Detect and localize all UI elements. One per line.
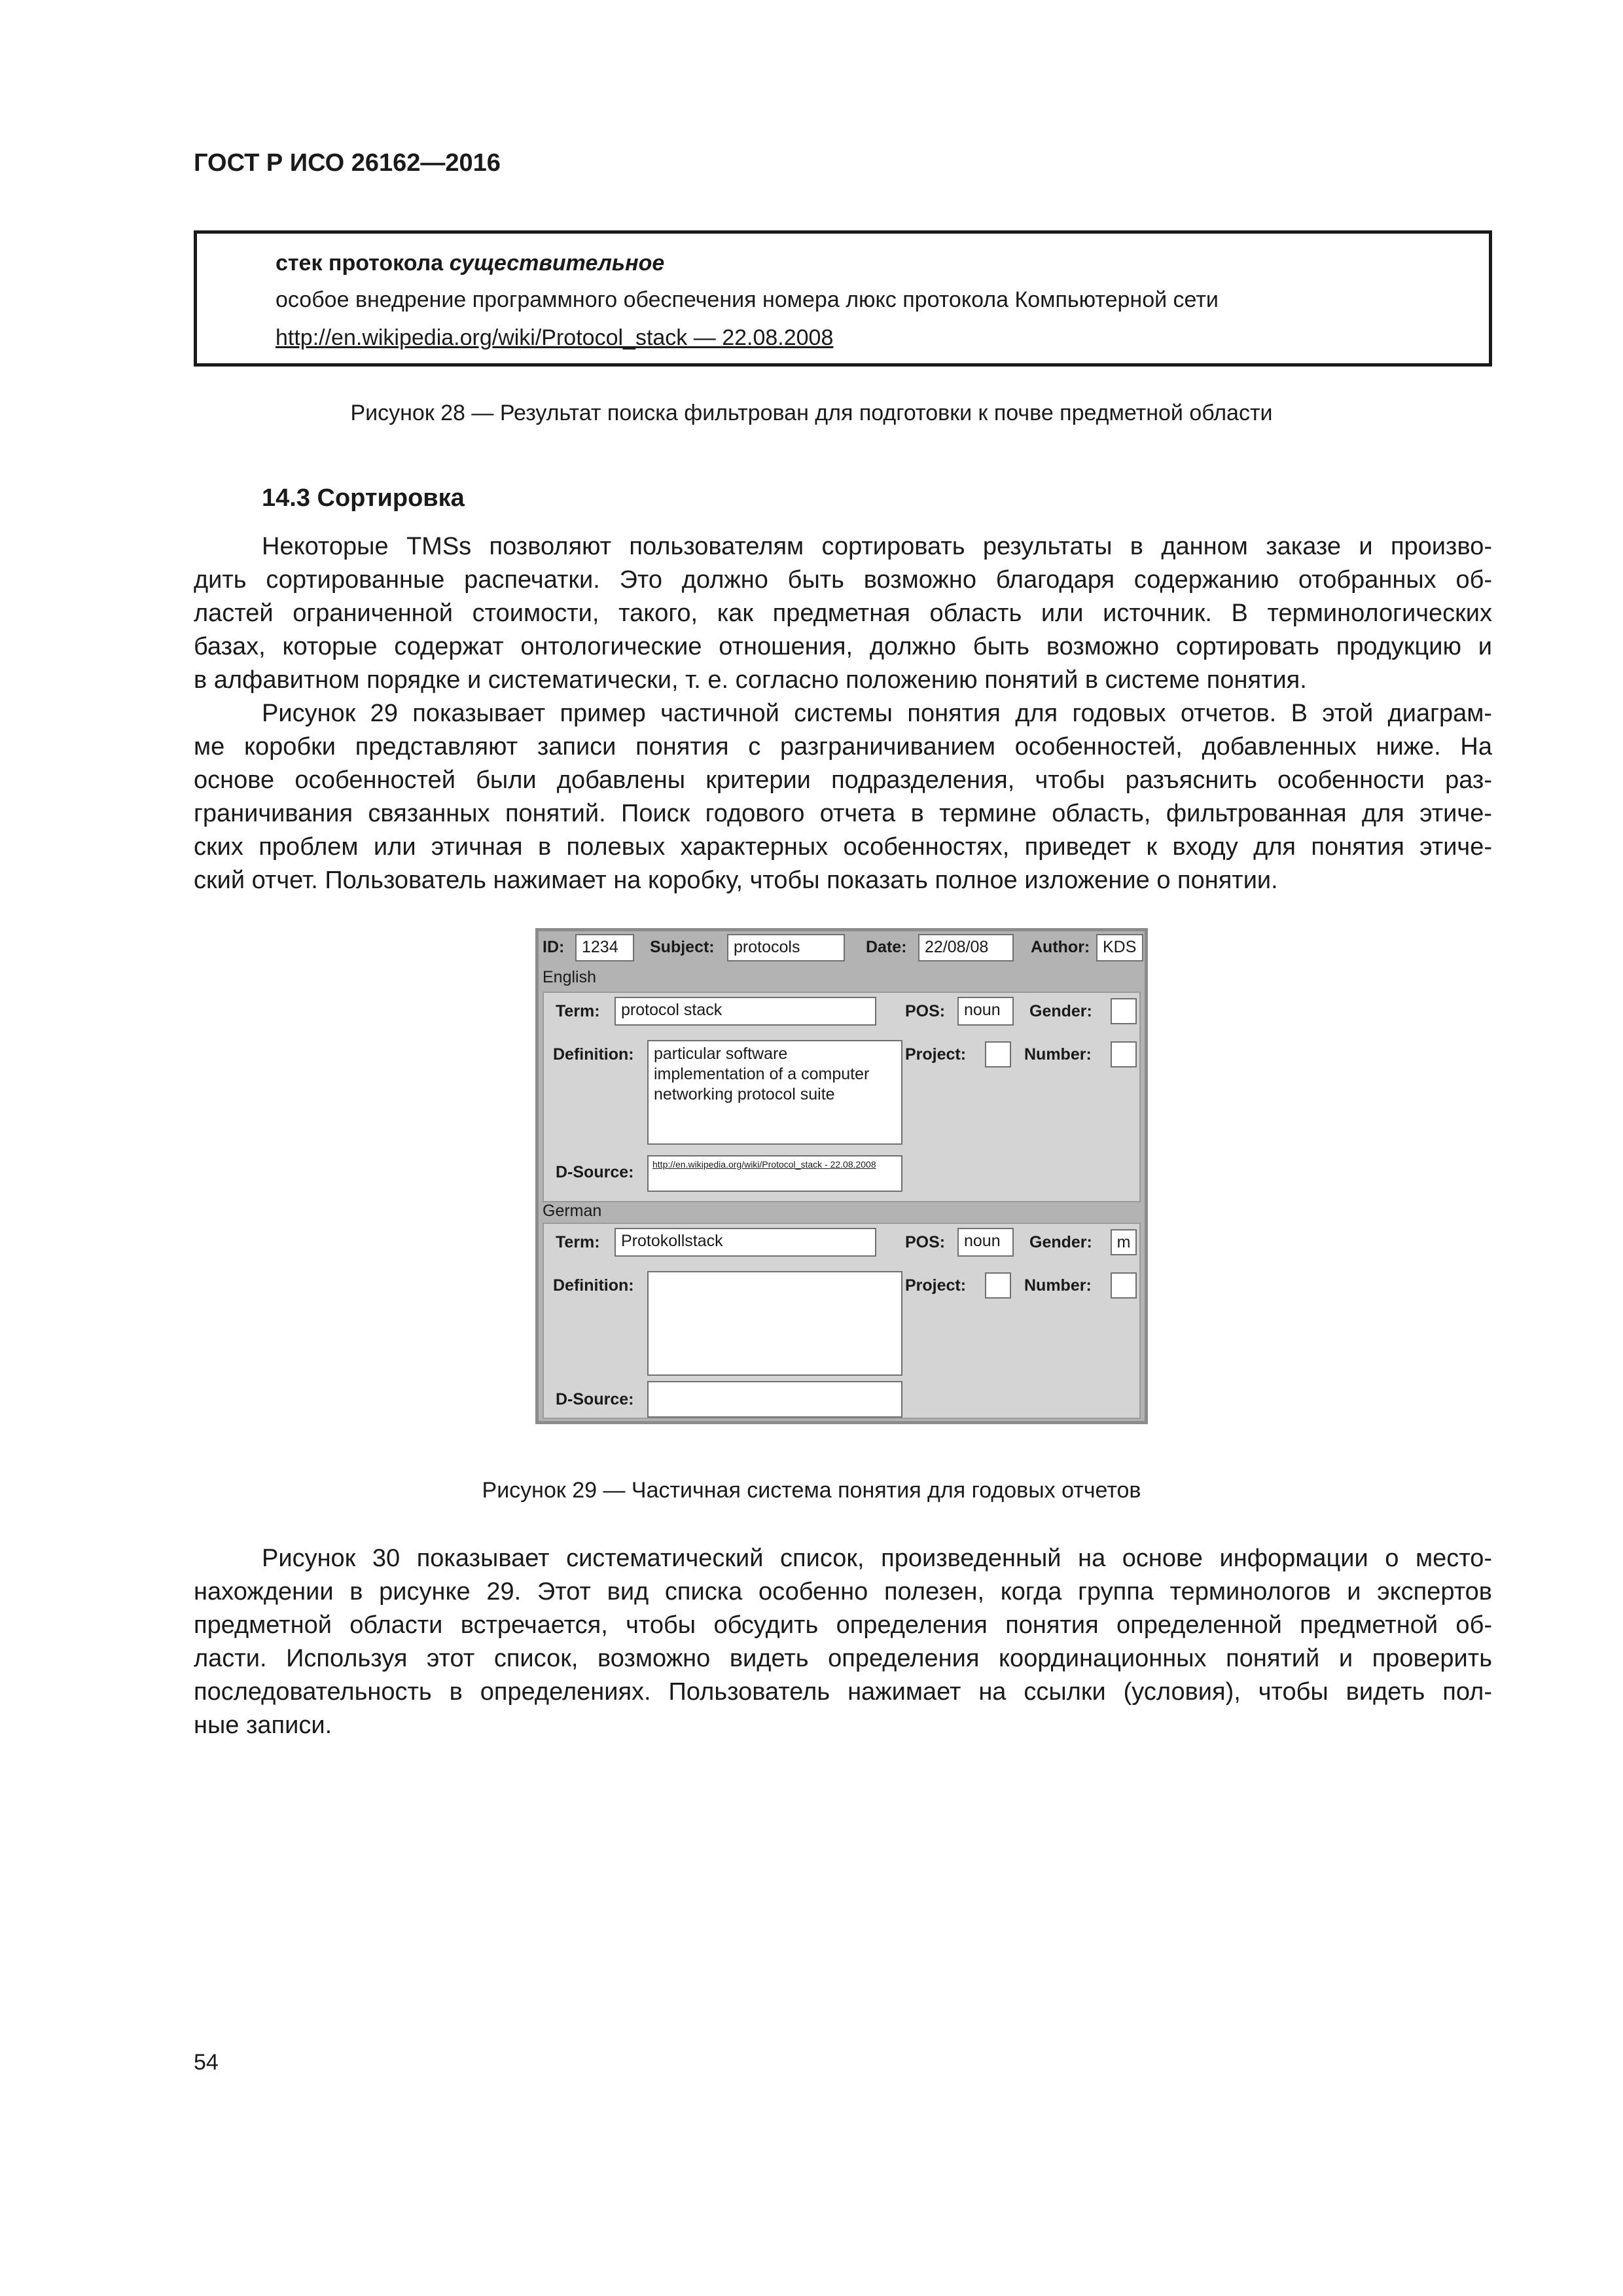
search-result-entry xyxy=(194,230,1492,367)
figure-28-caption: Рисунок 28 — Результат поиска фильтрован для подготовки к почве предметной области xyxy=(350,401,1273,425)
paragraph-line: Некоторые TMSs позволяют пользователям сортировать результаты в данном заказе и произво- xyxy=(262,533,1492,560)
entry-pos: существительное xyxy=(449,251,665,276)
term-label: Term: xyxy=(556,1002,600,1020)
gender-label: Gender: xyxy=(1029,1002,1092,1020)
paragraph-line: граничивания связанных понятий. Поиск годового отчета в термине область, фильтрованная для этиче- xyxy=(194,800,1492,827)
paragraph-1 xyxy=(194,530,1492,897)
gender-field[interactable]: m xyxy=(1111,1229,1137,1255)
pos-label: POS: xyxy=(905,1233,946,1251)
document-header: ГОСТ Р ИСО 26162—2016 xyxy=(194,149,501,177)
project-checkbox[interactable] xyxy=(985,1272,1011,1299)
number-checkbox[interactable] xyxy=(1111,1041,1137,1067)
number-checkbox[interactable] xyxy=(1111,1272,1137,1299)
german-section-label: German xyxy=(543,1202,602,1220)
term-field[interactable]: protocol stack xyxy=(615,997,876,1026)
entry-definition: особое внедрение программного обеспечения номера люкс протокола Компьютерной сети xyxy=(276,287,1219,312)
paragraph-line: базах, которые содержат онтологические отношения, должно быть возможно сортировать продукцию и xyxy=(194,633,1492,660)
date-label: Date: xyxy=(866,938,907,956)
subject-field[interactable]: protocols xyxy=(727,934,845,961)
number-label: Number: xyxy=(1024,1276,1092,1295)
project-label: Project: xyxy=(905,1276,967,1295)
pos-label: POS: xyxy=(905,1002,946,1020)
paragraph-line: основе особенностей были добавлены критерии подразделения, чтобы разъяснить особенности раз- xyxy=(194,766,1492,794)
german-panel xyxy=(543,1223,1141,1419)
paragraph-line: последовательность в определениях. Пользователь нажимает на ссылки (условия), чтобы видеть пол- xyxy=(194,1678,1492,1706)
id-label: ID: xyxy=(543,938,565,956)
page-number: 54 xyxy=(194,2050,219,2075)
paragraph-line: нахождении в рисунке 29. Этот вид списка особенно полезен, когда группа терминологов и экспертов xyxy=(194,1578,1492,1605)
english-panel xyxy=(543,992,1141,1202)
paragraph-line: Рисунок 29 показывает пример частичной системы понятия для годовых отчетов. В этой диаграм- xyxy=(262,700,1492,727)
figure-29-caption: Рисунок 29 — Частичная система понятия для годовых отчетов xyxy=(482,1478,1141,1503)
paragraph-line: ластей ограниченной стоимости, такого, как предметная область или источник. В терминологических xyxy=(194,600,1492,627)
term-label: Term: xyxy=(556,1233,600,1251)
paragraph-line: ских проблем или этичная в полевых характерных особенностях, приведет к входу для понятия этиче- xyxy=(194,833,1492,861)
paragraph-line: предметной области встречается, чтобы обсудить определения понятия определенной предметной об- xyxy=(194,1611,1492,1639)
paragraph-line: дить сортированные распечатки. Это должно быть возможно благодаря содержанию отобранных об- xyxy=(194,566,1492,594)
pos-field[interactable]: noun xyxy=(957,997,1014,1026)
definition-label: Definition: xyxy=(553,1045,634,1064)
pos-field[interactable]: noun xyxy=(957,1228,1014,1257)
term-field[interactable]: Protokollstack xyxy=(615,1228,876,1257)
entry-term-line xyxy=(276,251,664,276)
gender-label: Gender: xyxy=(1029,1233,1092,1251)
paragraph-line: Рисунок 30 показывает систематический список, произведенный на основе информации о место- xyxy=(262,1545,1492,1572)
dsource-label: D-Source: xyxy=(556,1163,634,1181)
author-label: Author: xyxy=(1031,938,1090,956)
entry-source-link[interactable]: http://en.wikipedia.org/wiki/Protocol_stack — 22.08.2008 xyxy=(276,325,834,350)
definition-field[interactable] xyxy=(647,1271,902,1376)
english-section-label: English xyxy=(543,968,596,986)
paragraph-line: ский отчет. Пользователь нажимает на коробку, чтобы показать полное изложение о понятии. xyxy=(194,867,1278,894)
number-label: Number: xyxy=(1024,1045,1092,1064)
dsource-field[interactable] xyxy=(647,1381,902,1418)
id-field[interactable]: 1234 xyxy=(575,934,634,961)
paragraph-line: ме коробки представляют записи понятия с разграничиванием особенностей, добавленных ниже. На xyxy=(194,733,1492,761)
section-title: 14.3 Сортировка xyxy=(262,484,465,512)
dsource-field[interactable]: http://en.wikipedia.org/wiki/Protocol_stack - 22.08.2008 xyxy=(647,1155,902,1192)
paragraph-line: ные записи. xyxy=(194,1712,332,1739)
definition-label: Definition: xyxy=(553,1276,634,1295)
subject-label: Subject: xyxy=(650,938,715,956)
dsource-label: D-Source: xyxy=(556,1390,634,1408)
definition-field[interactable]: particular software implementation of a computer networking protocol suite xyxy=(647,1040,902,1145)
author-field[interactable]: KDS xyxy=(1096,934,1143,961)
paragraph-3 xyxy=(194,1542,1492,1742)
paragraph-line: в алфавитном порядке и систематически, т. е. согласно положению понятий в системе понятия. xyxy=(194,666,1307,694)
gender-field[interactable] xyxy=(1111,998,1137,1024)
entry-term: стек протокола xyxy=(276,251,444,276)
paragraph-line: ласти. Используя этот список, возможно видеть определения координационных понятий и проверить xyxy=(194,1645,1492,1672)
concept-entry-form xyxy=(535,928,1148,1424)
project-label: Project: xyxy=(905,1045,967,1064)
project-checkbox[interactable] xyxy=(985,1041,1011,1067)
date-field[interactable]: 22/08/08 xyxy=(918,934,1014,961)
